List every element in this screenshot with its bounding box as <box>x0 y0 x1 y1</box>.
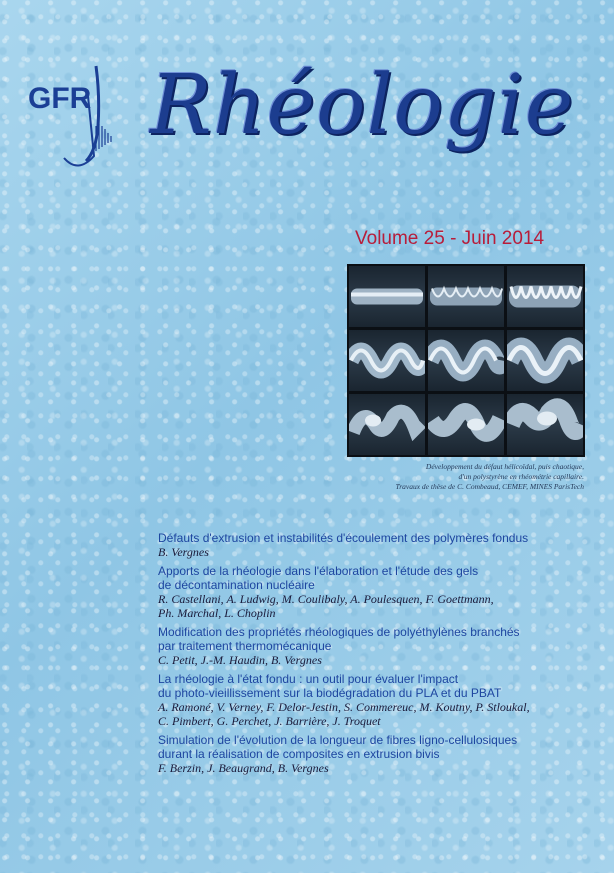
photo-cell <box>428 330 504 391</box>
article-entry <box>158 564 578 620</box>
article-entry <box>158 733 578 775</box>
article-title: Modification des propriétés rhéologiques de polyéthylènes branchés <box>158 625 520 639</box>
photo-cell <box>349 266 425 327</box>
photo-cell <box>507 266 583 327</box>
photo-cell <box>349 394 425 455</box>
article-entry <box>158 672 578 728</box>
photo-cell <box>349 330 425 391</box>
article-authors: C. Pimbert, G. Perchet, J. Barrière, J. Troquet <box>158 714 381 728</box>
article-authors: Ph. Marchal, L. Choplin <box>158 606 276 620</box>
photo-caption <box>348 462 584 492</box>
article-authors: C. Petit, J.-M. Haudin, B. Vergnes <box>158 653 322 667</box>
article-title: Défauts d'extrusion et instabilités d'écoulement des polymères fondus <box>158 531 529 545</box>
photo-cell <box>428 266 504 327</box>
table-of-contents <box>158 531 578 780</box>
article-entry <box>158 625 578 667</box>
article-entry <box>158 531 578 559</box>
article-title: par traitement thermomécanique <box>158 639 332 653</box>
caption-line: d'un polystyrène en rhéométrie capillaire. <box>458 472 584 481</box>
article-authors: B. Vergnes <box>158 545 209 559</box>
cover-photo-grid <box>347 264 585 457</box>
article-title: Simulation de l'évolution de la longueur de fibres ligno-cellulosiques <box>158 733 518 747</box>
photo-cell <box>507 330 583 391</box>
photo-cell <box>507 394 583 455</box>
caption-line: Travaux de thèse de C. Combeaud, CEMEF, MINES ParisTech <box>395 482 584 491</box>
article-title: du photo-vieillissement sur la biodégradation du PLA et du PBAT <box>158 686 502 700</box>
article-title: Apports de la rhéologie dans l'élaboration et l'étude des gels <box>158 564 479 578</box>
article-title: de décontamination nucléaire <box>158 578 315 592</box>
caption-line: Développement du défaut hélicoïdal, puis chaotique, <box>425 462 584 471</box>
article-authors: F. Berzin, J. Beaugrand, B. Vergnes <box>158 761 329 775</box>
logo-text: GFR <box>28 82 92 115</box>
gfr-logo <box>28 56 128 171</box>
journal-title: Rhéologie <box>150 58 575 153</box>
article-title: durant la réalisation de composites en extrusion bivis <box>158 747 440 761</box>
article-authors: R. Castellani, A. Ludwig, M. Coulibaly, A. Poulesquen, F. Goettmann, <box>158 592 494 606</box>
issue-label: Volume 25 - Juin 2014 <box>355 228 545 249</box>
article-authors: A. Ramoné, V. Verney, F. Delor-Jestin, S. Commereuc, M. Koutny, P. Stloukal, <box>158 700 530 714</box>
article-title: La rhéologie à l'état fondu : un outil pour évaluer l'impact <box>158 672 459 686</box>
gfr-wave-logo-icon <box>28 56 128 171</box>
photo-cell <box>428 394 504 455</box>
